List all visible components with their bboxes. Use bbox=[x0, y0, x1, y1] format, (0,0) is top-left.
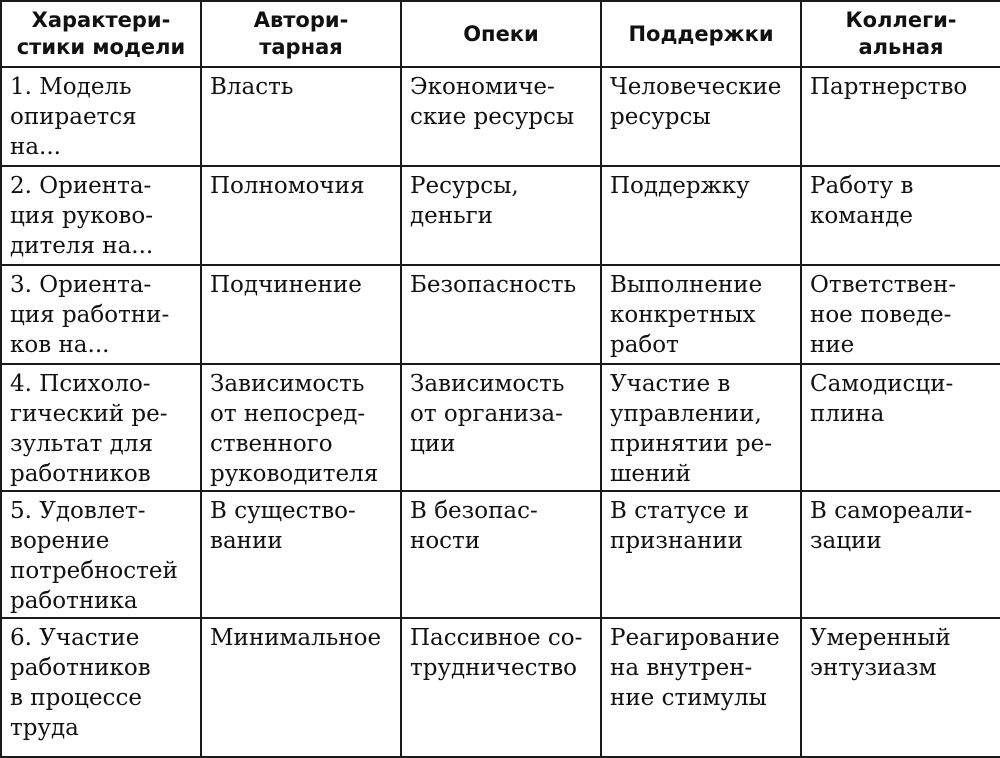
table-cell: Поддержку bbox=[601, 166, 801, 265]
table-cell: Безопасность bbox=[401, 265, 601, 364]
table-cell: Ответствен- ное поведе- ние bbox=[801, 265, 1000, 364]
table-cell: 4. Психоло- гический ре- зультат для работников bbox=[1, 364, 201, 491]
table-cell: В существо- вании bbox=[201, 491, 401, 618]
table-row bbox=[1, 166, 1000, 265]
table-cell: Партнерство bbox=[801, 67, 1000, 166]
header-characteristics: Характери- стики модели bbox=[1, 1, 201, 67]
table-cell: Реагирование на внутрен- ние стимулы bbox=[601, 618, 801, 757]
table-cell: 6. Участие работников в процессе труда bbox=[1, 618, 201, 757]
table-cell: В самореали- зации bbox=[801, 491, 1000, 618]
table-cell: Пассивное со- трудничество bbox=[401, 618, 601, 757]
table-header-row bbox=[1, 1, 1000, 67]
table-cell: Участие в управлении, принятии ре- шений bbox=[601, 364, 801, 491]
table-cell: В безопас- ности bbox=[401, 491, 601, 618]
table-cell: 2. Ориента- ция руково- дителя на... bbox=[1, 166, 201, 265]
table-row bbox=[1, 67, 1000, 166]
table-cell: 5. Удовлет- ворение потребностей работника bbox=[1, 491, 201, 618]
table-cell: В статусе и признании bbox=[601, 491, 801, 618]
table-cell: Умеренный энтузиазм bbox=[801, 618, 1000, 757]
table-row bbox=[1, 618, 1000, 757]
table-row bbox=[1, 491, 1000, 618]
header-authoritarian: Автори- тарная bbox=[201, 1, 401, 67]
header-supportive: Поддержки bbox=[601, 1, 801, 67]
table-cell: Ресурсы, деньги bbox=[401, 166, 601, 265]
table-row bbox=[1, 364, 1000, 491]
table-cell: Выполнение конкретных работ bbox=[601, 265, 801, 364]
table-cell: Экономиче- ские ресурсы bbox=[401, 67, 601, 166]
table-cell: Зависимость от организа- ции bbox=[401, 364, 601, 491]
table-cell: Минимальное bbox=[201, 618, 401, 757]
table-cell: Власть bbox=[201, 67, 401, 166]
table-cell: Человеческие ресурсы bbox=[601, 67, 801, 166]
table-cell: Зависимость от непосред- ственного руководителя bbox=[201, 364, 401, 491]
table-cell: 3. Ориента- ция работни- ков на... bbox=[1, 265, 201, 364]
table-cell: 1. Модель опирается на... bbox=[1, 67, 201, 166]
table-cell: Работу в команде bbox=[801, 166, 1000, 265]
table-row bbox=[1, 265, 1000, 364]
header-custodial: Опеки bbox=[401, 1, 601, 67]
table-cell: Полномочия bbox=[201, 166, 401, 265]
table-cell: Самодисци- плина bbox=[801, 364, 1000, 491]
table-cell: Подчинение bbox=[201, 265, 401, 364]
header-collegial: Коллеги- альная bbox=[801, 1, 1000, 67]
